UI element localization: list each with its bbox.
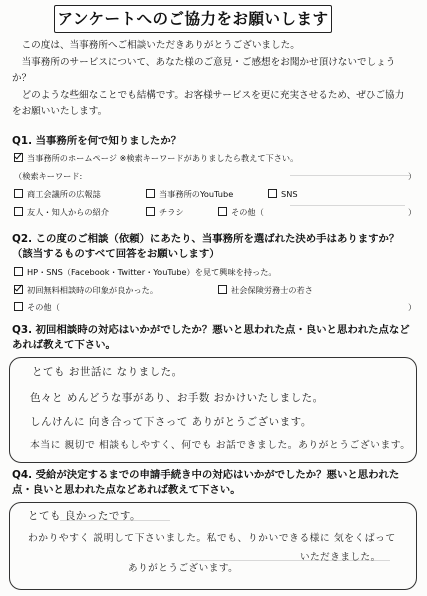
q2-option-young-label: 社会保険労務士の若さ [231, 285, 313, 295]
q2-note: （該当するものすべて回答をお願いします） [12, 248, 220, 260]
q1-option-chamber-label: 商工会議所の広報誌 [27, 189, 101, 199]
q1-option-flyer-label: チラシ [159, 207, 184, 217]
checkbox[interactable] [218, 285, 227, 294]
checkbox[interactable] [14, 302, 23, 311]
checkbox[interactable] [146, 207, 155, 216]
q1-heading [12, 134, 417, 149]
q1-keyword-label: （検索キーワード: [14, 171, 83, 181]
checkbox[interactable] [218, 207, 227, 216]
intro-line-2: 当事務所のサービスについて、あなた様のご意見・ご感想をお聞かせ頂けないでしょうか？ [12, 56, 396, 84]
q1-keyword-close: ） [408, 171, 417, 181]
q1-option-friend[interactable] [14, 206, 109, 218]
q1-option-youtube[interactable] [146, 188, 233, 200]
q1-keyword-row [14, 170, 82, 182]
checkbox[interactable] [14, 189, 23, 198]
q1-option-chamber[interactable] [14, 188, 101, 200]
q4-answer-line-4: ありがとうございます。 [128, 563, 239, 574]
q2-option-young[interactable] [218, 284, 313, 296]
q2-option-first-consult-label: 初回無料相談時の印象が良かった。 [27, 285, 159, 295]
checkbox[interactable] [14, 267, 23, 276]
checkbox[interactable] [14, 207, 23, 216]
q4-question: Q4. 受給が決定するまでの申請手続き中の対応はいかがでしたか？悪いと思われた点・良いと思われた点などあれば教えて下さい。 [12, 469, 400, 496]
q2-option-hp-sns-label: HP・SNS（Facebook・Twitter・YouTube）を見て興味を持った。 [27, 267, 277, 277]
q4-heading [12, 468, 417, 498]
q3-answer-line-2: 色々と めんどうな事があり、お手数 おかけいたしました。 [30, 392, 324, 404]
q3-heading [12, 323, 417, 353]
q1-question: Q1. 当事務所を何で知りましたか？ [12, 135, 182, 147]
q2-option-hp-sns[interactable] [14, 266, 277, 278]
q1-option-sns-label: SNS [281, 189, 298, 199]
intro-text [12, 38, 410, 121]
q2-heading [12, 232, 417, 262]
q1-option-homepage-label: 当事務所のホームページ ※検索キーワードがありましたら教えて下さい。 [27, 153, 299, 163]
checkbox[interactable] [146, 189, 155, 198]
q3-answer-line-1: とても お世話に なりました。 [32, 366, 183, 378]
q3-answer-line-3: しんけんに 向き合って下さって ありがとうございます。 [30, 416, 312, 428]
q3-question: Q3. 初回相談時の対応はいかがでしたか？悪いと思われた点・良いと思われた点などあれば教えて下さい。 [12, 324, 410, 351]
intro-line-1: この度は、当事務所へご相談いただきありがとうございました。 [21, 40, 300, 51]
q2-option-other[interactable] [14, 301, 60, 313]
q4-answer-line-3: いただきました。 [300, 552, 381, 563]
q2-option-other-label: その他（ [27, 302, 60, 312]
q1-option-flyer[interactable] [146, 206, 184, 218]
q1-option-other-label: その他（ [231, 207, 264, 217]
checkbox[interactable] [268, 189, 277, 198]
intro-line-3: どのような些細なことでも結構です。お客様サービスを更に充実させるため、ぜひご協力をお願いいたします。 [12, 89, 405, 117]
checkbox-checked[interactable] [14, 153, 23, 162]
bleed-through-line [290, 205, 405, 206]
q1-option-homepage[interactable] [14, 152, 298, 164]
survey-title: アンケートへのご協力をお願いします [54, 5, 332, 33]
q1-option-youtube-label: 当事務所のYouTube [159, 189, 234, 199]
q1-option-friend-label: 友人・知人からの紹介 [27, 207, 109, 217]
q1-other-close: ） [408, 207, 417, 217]
checkbox-checked[interactable] [14, 285, 23, 294]
q4-answer-line-1: とても 良かったです。 [28, 510, 141, 522]
q3-answer-line-4: 本当に 親切で 相談もしやすく、何でも お話できました。ありがとうございます。 [30, 440, 411, 451]
q2-option-first-consult[interactable] [14, 284, 158, 296]
q2-question: Q2. この度のご相談（依頼）にあたり、当事務所を選ばれた決め手はありますか？ [12, 233, 400, 245]
q1-option-other[interactable] [218, 206, 264, 218]
bleed-through-line [290, 175, 410, 176]
q1-option-sns[interactable] [268, 188, 298, 200]
q2-other-close: ） [408, 302, 417, 312]
q4-answer-line-2: わかりやすく 説明して下さいました。私でも、りかいできる様に 気をくばって [28, 533, 396, 544]
